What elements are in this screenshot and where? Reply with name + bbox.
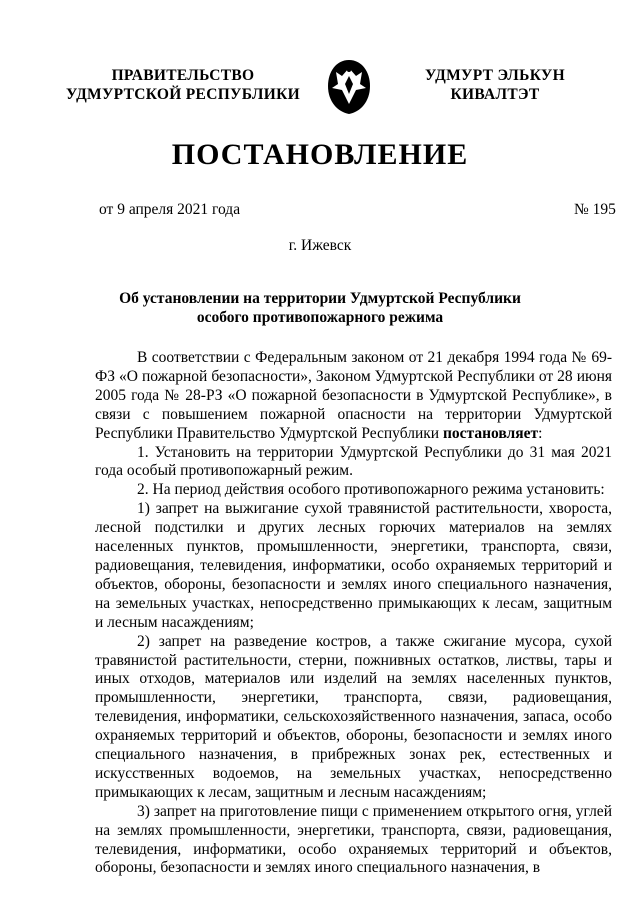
document-city: г. Ижевск (288, 237, 352, 254)
document-title: ПОСТАНОВЛЕНИЕ (171, 138, 469, 171)
preamble-text: В соответствии с Федеральным законом от 21 декабря 1994 года № 69-ФЗ «О пожарной безопасности», Законом Удмуртской Республики от 28 июня 2005 года № 28-РЗ «О пожарной безопасности в Удмуртской Республике», в связи с повышением пожарной опасности на территории Удмуртской Республики Правительство Удмуртской Республики (95, 349, 612, 442)
preamble-end: : (538, 424, 543, 442)
paragraph-item-1: 1. Установить на территории Удмуртской Республики до 31 мая 2021 года особый противопожарный режим. (95, 443, 612, 480)
government-name-udmurt (395, 66, 595, 104)
coat-of-arms-icon (326, 58, 372, 116)
government-name (53, 66, 313, 104)
government-name-udmurt-line-2: КИВАЛТЭТ (450, 86, 540, 103)
government-name-udmurt-line-1: УДМУРТ ЭЛЬКУН (425, 67, 565, 84)
government-name-line-1: ПРАВИТЕЛЬСТВО (111, 67, 255, 84)
paragraph-subitem-3: 3) запрет на приготовление пищи с применением открытого огня, углей на землях промышленности, энергетики, транспорта, связи, радиовещания, телевидения, информатики, особо охраняемых территорий и объектов, обороны, безопасности и землях иного специального назначения, в (95, 802, 612, 877)
paragraph-subitem-1: 1) запрет на выжигание сухой травянистой растительности, хвороста, лесной подстилки и других лесных горючих материалов на землях населенных пунктов, промышленности, энергетики, транспорта, связи, радиовещания, телевидения, информатики, особо охраняемых территорий и объектов, обороны, безопасности и землях иного специального назначения, на земельных участках, непосредственно примыкающих к лесам, защитным и лесным насаждениям; (95, 500, 612, 631)
subject-line-1: Об установлении на территории Удмуртской Республики (119, 290, 521, 307)
paragraph-subitem-2: 2) запрет на разведение костров, а также сжигание мусора, сухой травянистой растительности, стерни, пожнивных остатков, листвы, тары и иных отходов, материалов или изделий на землях населенных пунктов, промышленности, энергетики, транспорта, связи, радиовещания, телевидения, информатики, сельскохозяйственного назначения, запаса, особо охраняемых территорий и объектов, обороны, безопасности и землях иного специального назначения, в прибрежных зонах рек, естественных и искусственных водоемов, на земельных участках, непосредственно примыкающих к лесам, защитным и лесным насаждениям; (95, 632, 612, 801)
preamble-keyword: постановляет (442, 424, 539, 442)
paragraph-item-2: 2. На период действия особого противопожарного режима установить: (137, 481, 605, 499)
document-number: № 195 (574, 201, 616, 218)
document-subject (0, 289, 640, 327)
paragraph-preamble (95, 349, 612, 444)
government-name-line-2: УДМУРТСКОЙ РЕСПУБЛИКИ (65, 86, 300, 103)
document-date: от 9 апреля 2021 года (99, 201, 241, 218)
subject-line-2: особого противопожарного режима (196, 309, 444, 326)
document-body (95, 349, 612, 878)
